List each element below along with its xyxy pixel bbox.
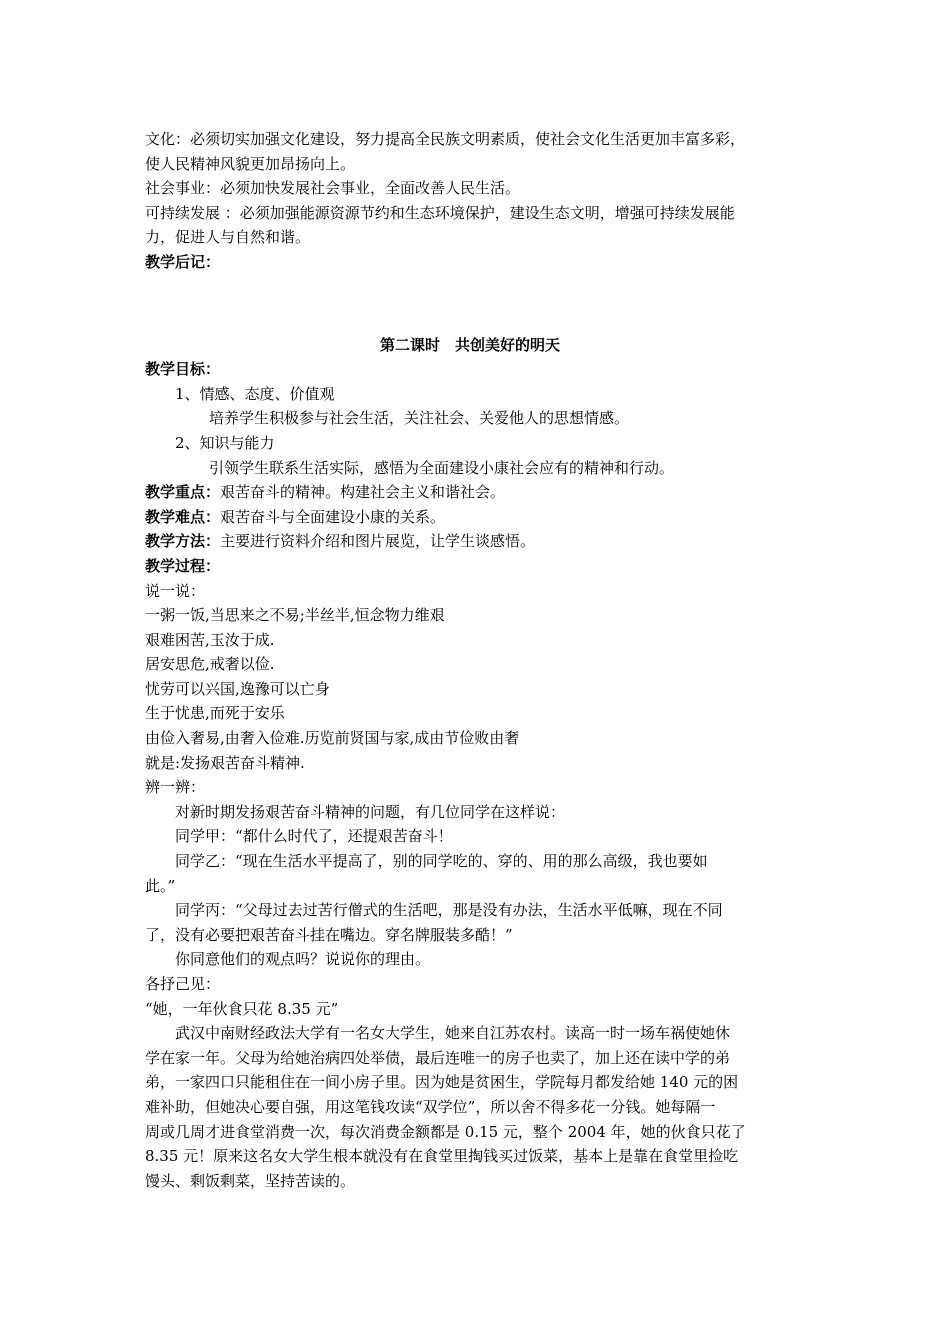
teaching-goals-label: 教学目标： bbox=[145, 360, 221, 379]
social-affairs-line: 社会事业：必须加快发展社会事业，全面改善人民生活。 bbox=[145, 179, 521, 198]
say-line: 忧劳可以兴国,逸豫可以亡身 bbox=[145, 679, 330, 698]
key-points-text: 艰苦奋斗的精神。构建社会主义和谐社会。 bbox=[220, 483, 506, 502]
student-c-quote-line-1: 同学丙：“父母过去过苦行僧式的生活吧，那是没有办法，生活水平低嘛，现在不同 bbox=[175, 901, 723, 920]
opinion-label: 各抒己见： bbox=[145, 975, 221, 993]
story-line: 馒头、剩饭剩菜，坚持苦读的。 bbox=[145, 1171, 356, 1190]
method-row bbox=[145, 529, 845, 554]
process-label: 教学过程： bbox=[145, 556, 221, 575]
culture-line-2: 使人民精神风貌更加昂扬向上。 bbox=[145, 154, 356, 173]
story-line: 学在家一年。父母为给她治病四处举债，最后连唯一的房子也卖了，加上还在读中学的弟 bbox=[145, 1048, 731, 1067]
lesson-title: 第二课时 共创美好的明天 bbox=[379, 335, 560, 354]
say-line: 就是:发扬艰苦奋斗精神. bbox=[145, 753, 305, 772]
key-points-label: 教学重点： bbox=[145, 483, 221, 502]
difficulty-text: 艰苦奋斗与全面建设小康的关系。 bbox=[220, 507, 446, 526]
culture-line-1: 文化：必须切实加强文化建设，努力提高全民族文明素质，使社会文化生活更加丰富多彩， bbox=[145, 130, 746, 148]
student-b-quote-line-2: 此。” bbox=[145, 876, 176, 895]
student-a-quote: 同学甲：“都什么时代了，还提艰苦奋斗！ bbox=[175, 827, 453, 846]
say-line: 由俭入奢易,由奢入俭难.历览前贤国与家,成由节俭败由奢 bbox=[145, 729, 520, 748]
goal-2-text: 引领学生联系生活实际，感悟为全面建设小康社会应有的精神和行动。 bbox=[209, 458, 675, 477]
debate-question: 你同意他们的观点吗？说说你的理由。 bbox=[175, 950, 431, 969]
goal-1-title: 1、情感、态度、价值观 bbox=[175, 384, 335, 403]
say-line: 生于忧患,而死于安乐 bbox=[145, 704, 285, 723]
story-line: 难补助，但她决心要自强，用这笔钱攻读“双学位”，所以舍不得多花一分钱。她每隔一 bbox=[145, 1097, 716, 1116]
teaching-postscript-label: 教学后记： bbox=[145, 252, 221, 271]
debate-intro: 对新时期发扬艰苦奋斗精神的问题，有几位同学在这样说： bbox=[175, 802, 566, 821]
method-label: 教学方法： bbox=[145, 532, 221, 551]
sustainable-line-1: 可持续发展 ：必须加强能源资源节约和生态环境保护，建设生态文明，增强可持续发展能 bbox=[145, 203, 735, 222]
document-page bbox=[145, 127, 845, 1193]
method-text: 主要进行资料介绍和图片展览，让学生谈感悟。 bbox=[220, 532, 536, 551]
key-points-row bbox=[145, 480, 845, 505]
say-line: 一粥一饭,当思来之不易;半丝半,恒念物力维艰 bbox=[145, 606, 445, 625]
student-b-quote-line-1: 同学乙：“现在生活水平提高了，别的同学吃的、穿的、用的那么高级，我也要如 bbox=[175, 852, 708, 871]
story-headline: “她，一年伙食只花 8.35 元” bbox=[145, 999, 339, 1018]
goal-2-title: 2、知识与能力 bbox=[175, 433, 275, 452]
debate-label: 辨一辨： bbox=[145, 778, 206, 797]
sustainable-line-2: 力，促进人与自然和谐。 bbox=[145, 228, 311, 247]
story-line: 弟，一家四口只能租住在一间小房子里。因为她是贫困生，学院每月都发给她 140 元的困 bbox=[145, 1073, 739, 1092]
say-line: 艰难困苦,玉汝于成. bbox=[145, 630, 275, 649]
story-line: 武汉中南财经政法大学有一名女大学生，她来自江苏农村。读高一时一场车祸使她休 bbox=[175, 1024, 731, 1043]
say-label: 说一说： bbox=[145, 581, 206, 600]
difficulty-row bbox=[145, 505, 845, 530]
student-c-quote-line-2: 了，没有必要把艰苦奋斗挂在嘴边。穿名牌服装多酷！” bbox=[145, 925, 513, 944]
say-line: 居安思危,戒奢以俭. bbox=[145, 655, 275, 674]
goal-1-text: 培养学生积极参与社会生活，关注社会、关爱他人的思想情感。 bbox=[209, 409, 630, 428]
story-line: 8.35 元！原来这名女大学生根本就没有在食堂里掏钱买过饭菜，基本上是靠在食堂里捡吃 bbox=[145, 1147, 739, 1166]
difficulty-label: 教学难点： bbox=[145, 507, 221, 526]
story-line: 周或几周才进食堂消费一次，每次消费金额都是 0.15 元，整个 2004 年，她的伙食只花了 bbox=[145, 1122, 746, 1141]
